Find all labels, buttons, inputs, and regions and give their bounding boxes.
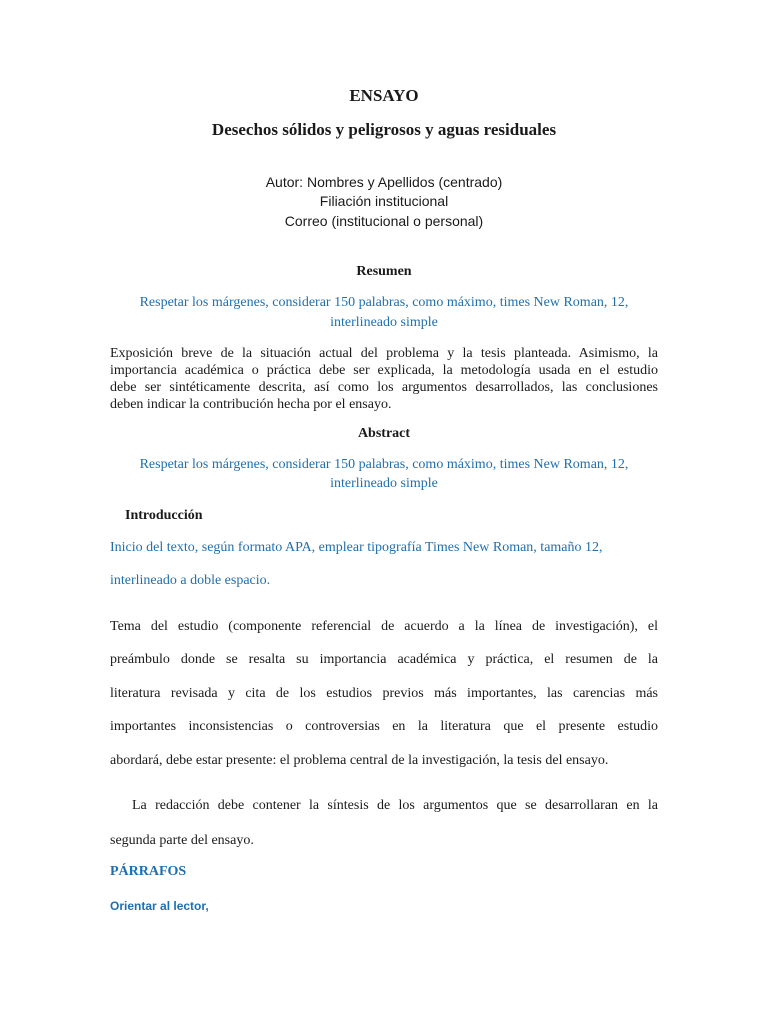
abstract-instruction-line: interlineado simple (330, 476, 438, 491)
introduccion-heading: Introducción (125, 508, 203, 523)
resumen-body-line: importancia académica o práctica debe ser explicada, la metodología usada en el estudio (110, 363, 658, 378)
email-line: Correo (institucional o personal) (284, 213, 484, 229)
introduccion-paragraph-line: preámbulo donde se resalta su importancia académica y práctica, el resumen de la (110, 652, 658, 667)
affiliation-line: Filiación institucional (319, 193, 449, 209)
introduccion-instruction-line: Inicio del texto, según formato APA, emplear tipografía Times New Roman, tamaño 12, (110, 540, 603, 555)
resumen-body-line: debe ser sintéticamente descrita, así como los argumentos desarrollados, las conclusiones (110, 380, 658, 395)
introduccion-paragraph-line: abordará, debe estar presente: el problema central de la investigación, la tesis del ensayo. (110, 753, 609, 768)
introduccion-paragraph-line: Tema del estudio (componente referencial de acuerdo a la línea de investigación), el (110, 619, 658, 634)
abstract-heading: Abstract (357, 426, 411, 441)
resumen-heading: Resumen (356, 264, 412, 279)
author-line: Autor: Nombres y Apellidos (centrado) (265, 174, 503, 190)
resumen-instruction-line: interlineado simple (330, 315, 438, 330)
introduccion-paragraph-line: literatura revisada y cita de los estudios previos más importantes, las carencias más (110, 686, 658, 701)
introduccion-paragraph-line: importantes inconsistencias o controversias en la literatura que el presente estudio (110, 719, 658, 734)
document-subtitle: Desechos sólidos y peligrosos y aguas residuales (211, 120, 557, 139)
abstract-instruction-line: Respetar los márgenes, considerar 150 palabras, como máximo, times New Roman, 12, (139, 457, 629, 472)
introduccion-instruction-line: interlineado a doble espacio. (110, 573, 271, 588)
parrafos-heading: PÁRRAFOS (110, 864, 187, 879)
parrafos-subheading: Orientar al lector, (110, 899, 209, 913)
resumen-body-line: Exposición breve de la situación actual del problema y la tesis planteada. Asimismo, la (110, 346, 658, 361)
document-title: ENSAYO (349, 86, 419, 105)
resumen-body-line: deben indicar la contribución hecha por el ensayo. (110, 397, 392, 412)
introduccion-paragraph-line: segunda parte del ensayo. (110, 833, 254, 848)
introduccion-paragraph-line: La redacción debe contener la síntesis de los argumentos que se desarrollaran en la (132, 798, 658, 813)
resumen-instruction-line: Respetar los márgenes, considerar 150 palabras, como máximo, times New Roman, 12, (139, 295, 629, 310)
